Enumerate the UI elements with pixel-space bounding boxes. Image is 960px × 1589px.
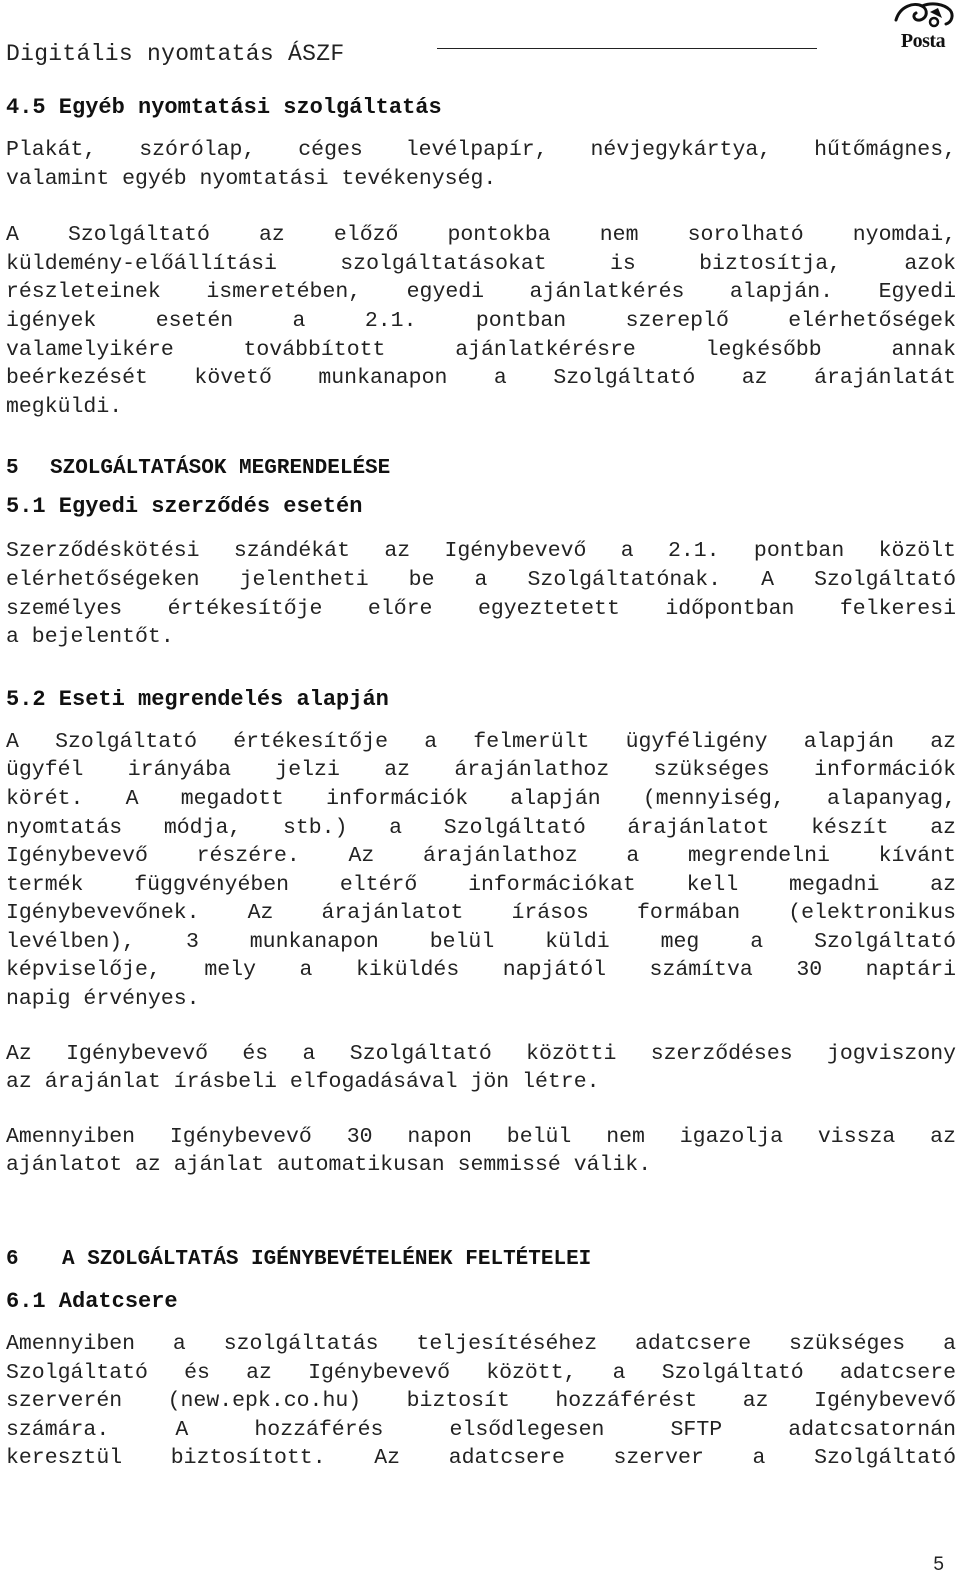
paragraph-5-2-2: Az Igénybevevő és a Szolgáltató közötti szerződéses jogviszony az árajánlat írásbeli elfogadásával jön létre. bbox=[6, 1041, 956, 1095]
heading-4-5: 4.5 Egyéb nyomtatási szolgáltatás bbox=[6, 95, 442, 120]
section-number: 6 bbox=[6, 1248, 19, 1272]
document-body bbox=[6, 92, 956, 1473]
posta-logo bbox=[892, 0, 960, 66]
header-rule bbox=[437, 48, 817, 49]
posthorn-icon bbox=[892, 0, 956, 34]
section-title: A SZOLGÁLTATÁS IGÉNYBEVÉTELÉNEK FELTÉTELEI bbox=[62, 1248, 592, 1272]
paragraph-5-2-3: Amennyiben Igénybevevő 30 napon belül nem igazolja vissza az ajánlatot az ajánlat automatikusan semmissé válik. bbox=[6, 1124, 956, 1178]
paragraph-5-2-1: A Szolgáltató értékesítője a felmerült ügyféligény alapján az ügyfél irányába jelzi az árajánlathoz szükséges információk körét. A megadott információk alapján (mennyiség, alapanyag, nyomtatás módja, stb.) a Szolgáltató árajánlatot készít az Igénybevevő részére. Az árajánlathoz a megrendelni kívánt termék függvényében eltérő információkat kell megadni az Igénybevevőnek. Az árajánlatot írásos formában (elektronikus levélben), 3 munkanapon belül küldi meg a Szolgáltató képviselője, mely a kiküldés napjától számítva 30 naptári napig érvényes. bbox=[6, 729, 956, 1012]
paragraph-4-5-1: Plakát, szórólap, céges levélpapír, névjegykártya, hűtőmágnes, valamint egyéb nyomtatási tevékenység. bbox=[6, 138, 956, 191]
paragraph-4-5-2: A Szolgáltató az előző pontokba nem sorolható nyomdai, küldemény-előállítási szolgáltatásokat is biztosítja, azok részleteinek ismeretében, egyedi ajánlatkérés alapján. Egyedi igények esetén a 2.1. pontban szereplő elérhetőségek valamelyikére továbbított ajánlatkérésre legkésőbb annak beérkezését követő munkanapon a Szolgáltató az árajánlatát megküldi. bbox=[6, 223, 956, 419]
logo-text: Posta bbox=[900, 30, 946, 52]
paragraph-5-1-1: Szerződéskötési szándékát az Igénybevevő a 2.1. pontban közölt elérhetőségeken jelentheti be a Szolgáltatónak. A Szolgáltató személyes értékesítője előre egyeztetett időpontban felkeresi a bejelentőt. bbox=[6, 539, 956, 650]
heading-5-1: 5.1 Egyedi szerződés esetén bbox=[6, 494, 363, 520]
heading-6-1: 6.1 Adatcsere bbox=[6, 1289, 178, 1315]
paragraph-6-1-1: Amennyiben a szolgáltatás teljesítéséhez adatcsere szükséges a Szolgáltató és az Igénybevevő között, a Szolgáltató adatcsere szerverén (new.epk.co.hu) biztosít hozzáférést az Igénybevevő számára. A hozzáférés elsődlegesen SFTP adatcsatornán keresztül biztosított. Az adatcsere szerver a Szolgáltató bbox=[6, 1332, 956, 1471]
section-number: 5 bbox=[6, 457, 19, 481]
heading-section-5 bbox=[6, 455, 956, 483]
page-number: 5 bbox=[933, 1554, 944, 1575]
heading-section-6 bbox=[6, 1246, 956, 1274]
document-title: Digitális nyomtatás ÁSZF bbox=[6, 41, 345, 67]
heading-5-2: 5.2 Eseti megrendelés alapján bbox=[6, 686, 389, 712]
page-header bbox=[0, 0, 960, 80]
section-title: SZOLGÁLTATÁSOK MEGRENDELÉSE bbox=[50, 457, 391, 481]
